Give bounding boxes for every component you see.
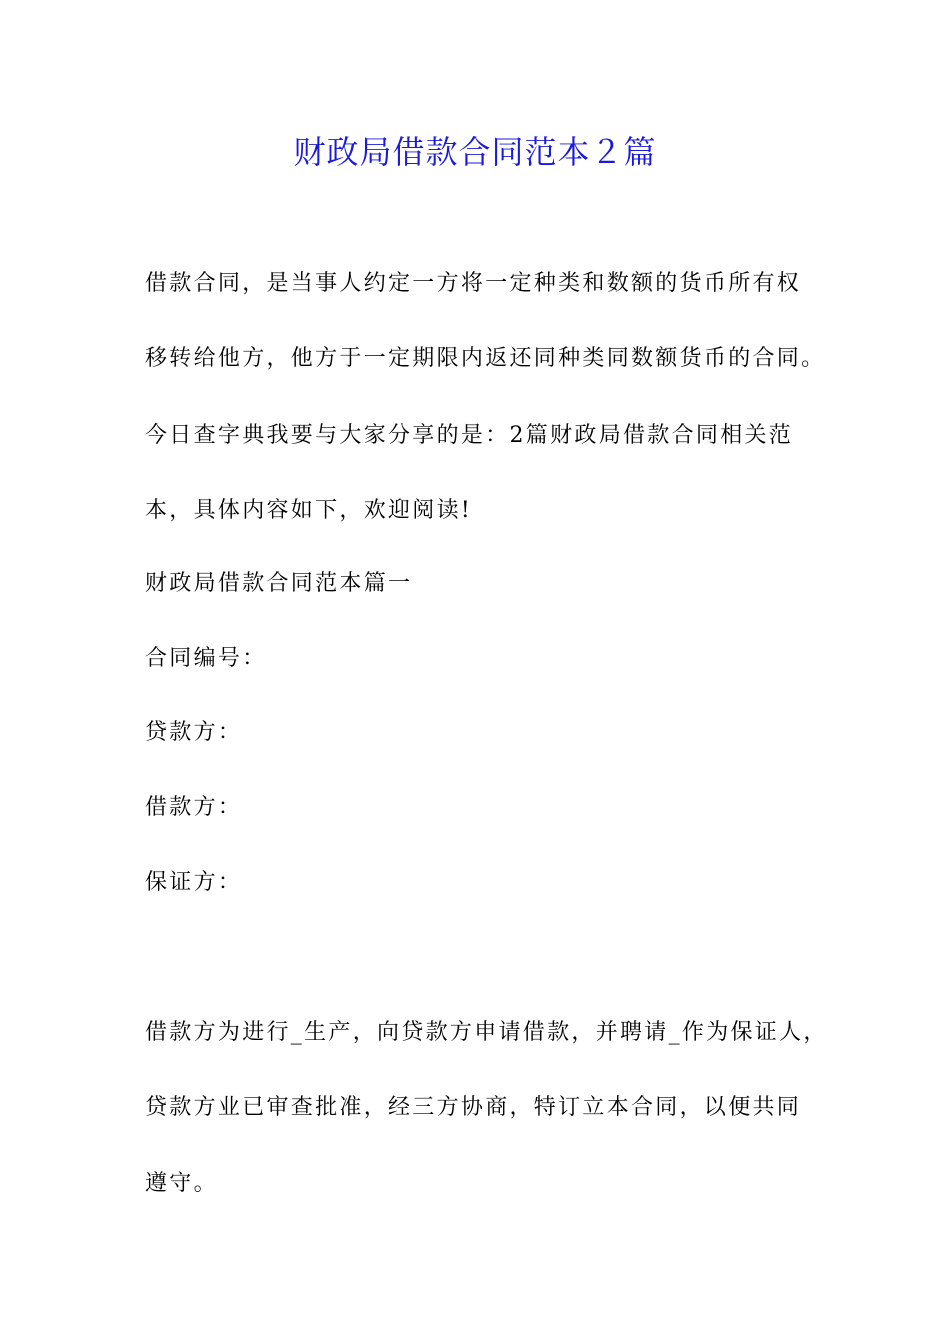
paragraph-line: 贷款方业已审查批准，经三方协商，特订立本合同，以便共同 bbox=[145, 1095, 802, 1120]
paragraph-line: 借款合同，是当事人约定一方将一定种类和数额的货币所有权 bbox=[145, 271, 802, 296]
borrower-label: 借款方： bbox=[145, 795, 243, 820]
paragraph-line: 移转给他方，他方于一定期限内返还同种类同数额货币的合同。 bbox=[145, 346, 826, 371]
paragraph-line: 今日查字典我要与大家分享的是：2篇财政局借款合同相关范 bbox=[145, 423, 794, 448]
contract-number-label: 合同编号： bbox=[145, 646, 267, 671]
document-title: 财政局借款合同范本２篇 bbox=[293, 133, 657, 171]
guarantor-label: 保证方： bbox=[145, 870, 243, 895]
section-heading: 财政局借款合同范本篇一 bbox=[145, 571, 413, 596]
paragraph-line: 借款方为进行_生产，向贷款方申请借款，并聘请_作为保证人， bbox=[145, 1020, 828, 1045]
paragraph-line: 遵守。 bbox=[145, 1171, 218, 1196]
paragraph-line: 本，具体内容如下，欢迎阅读! bbox=[145, 498, 473, 523]
lender-label: 贷款方： bbox=[145, 720, 243, 745]
